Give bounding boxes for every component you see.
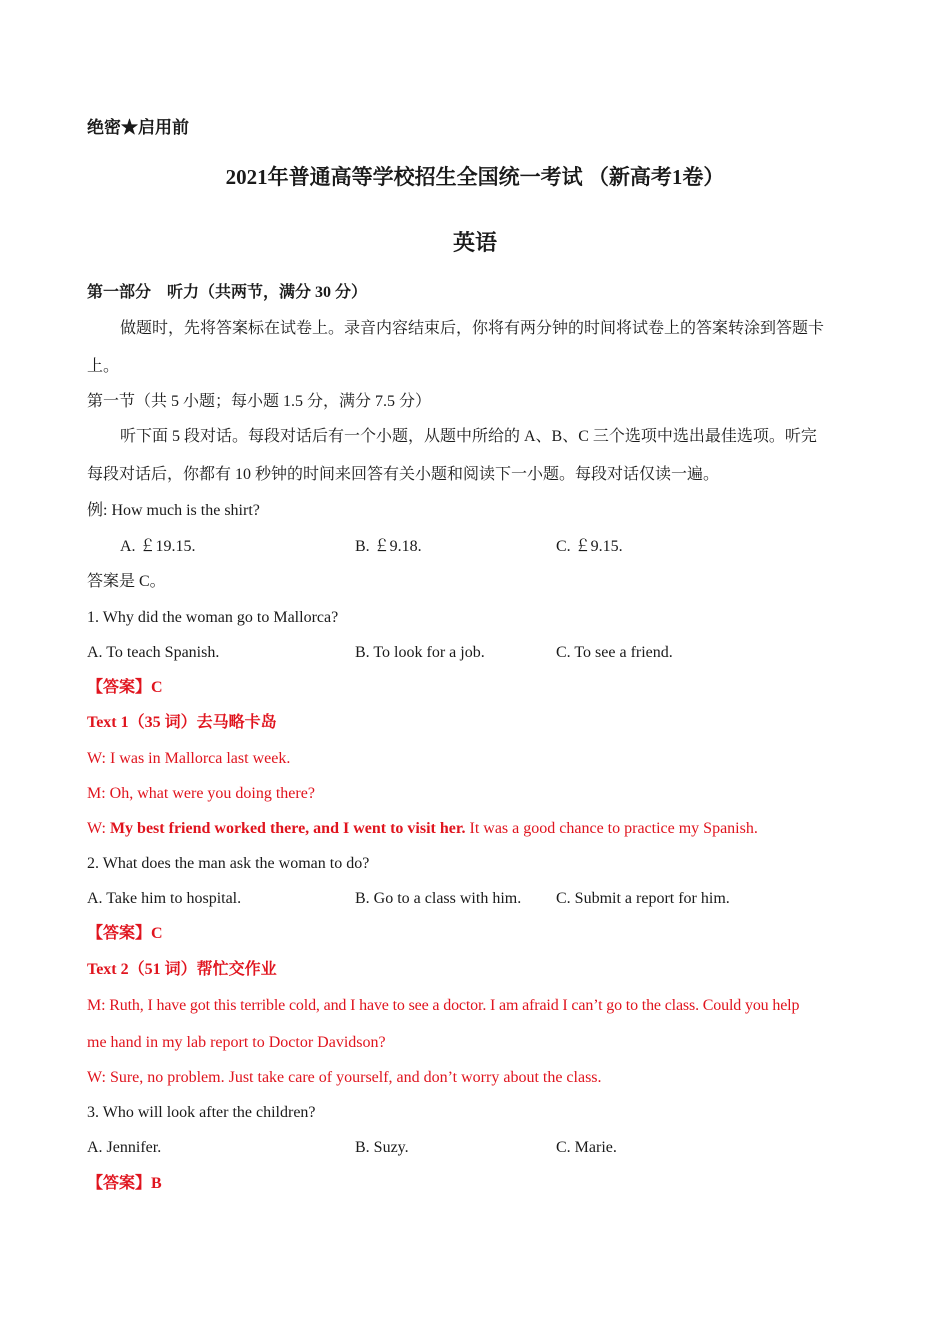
- q1-transcript-line3: [87, 819, 758, 839]
- exam-title: 2021年普通高等学校招生全国统一考试 （新高考1卷）: [225, 165, 725, 189]
- q3-option-c: C. Marie.: [556, 1139, 617, 1156]
- q2-transcript-line3: W: Sure, no problem. Just take care of yourself, and don’t worry about the class.: [87, 1069, 602, 1086]
- q1-option-a: A. To teach Spanish.: [87, 644, 220, 661]
- q3-question: 3. Who will look after the children?: [87, 1104, 316, 1121]
- q2-option-c: C. Submit a report for him.: [556, 890, 730, 907]
- example-option-a: A. ￡19.15.: [120, 538, 196, 555]
- part1-heading: 第一部分 听力（共两节，满分 30 分）: [87, 284, 368, 301]
- part1-instruction-line1: 做题时，先将答案标在试卷上。录音内容结束后，你将有两分钟的时间将试卷上的答案转涂到答题卡: [120, 320, 825, 337]
- subject-title: 英语: [452, 230, 497, 255]
- q1-answer: 【答案】C: [87, 679, 163, 696]
- part1-instruction-line2: 上。: [87, 358, 120, 375]
- classification-label: 绝密★启用前: [87, 118, 189, 137]
- section1-heading: 第一节（共 5 小题；每小题 1.5 分，满分 7.5 分）: [87, 393, 432, 410]
- q2-text-title: Text 2（51 词）帮忙交作业: [87, 961, 277, 978]
- q2-question: 2. What does the man ask the woman to do?: [87, 855, 370, 872]
- q1-transcript-line2: M: Oh, what were you doing there?: [87, 785, 315, 802]
- q1-transcript-line1: W: I was in Mallorca last week.: [87, 750, 291, 767]
- q1-text-title: Text 1（35 词）去马略卡岛: [87, 714, 277, 731]
- q1-option-c: C. To see a friend.: [556, 644, 673, 661]
- section1-instruction-line1: 听下面 5 段对话。每段对话后有一个小题，从题中所给的 A、B、C 三个选项中选出最佳选项。听完: [120, 428, 817, 445]
- q1-line3-rest: It was a good chance to practice my Spanish.: [465, 820, 758, 837]
- q2-option-a: A. Take him to hospital.: [87, 890, 242, 907]
- example-option-b: B. ￡9.18.: [355, 538, 422, 555]
- q1-question: 1. Why did the woman go to Mallorca?: [87, 609, 339, 626]
- q3-option-a: A. Jennifer.: [87, 1139, 162, 1156]
- q1-option-b: B. To look for a job.: [355, 644, 485, 661]
- q2-transcript-line1: M: Ruth, I have got this terrible cold, and I have to see a doctor. I am afraid I can’t go to the class. Could you help: [87, 997, 800, 1014]
- q1-line3-key-sentence: My best friend worked there, and I went to visit her.: [109, 820, 466, 837]
- q2-option-b: B. Go to a class with him.: [355, 890, 522, 907]
- example-option-c: C. ￡9.15.: [556, 538, 623, 555]
- example-question: 例: How much is the shirt?: [87, 502, 260, 519]
- q1-line3-speaker: W:: [87, 820, 110, 837]
- example-answer: 答案是 C。: [87, 573, 166, 590]
- q2-transcript-line2: me hand in my lab report to Doctor Davidson?: [87, 1034, 386, 1051]
- q3-answer: 【答案】B: [87, 1175, 162, 1192]
- q3-option-b: B. Suzy.: [355, 1139, 409, 1156]
- q2-answer: 【答案】C: [87, 925, 163, 942]
- section1-instruction-line2: 每段对话后，你都有 10 秒钟的时间来回答有关小题和阅读下一小题。每段对话仅读一遍。: [87, 466, 720, 483]
